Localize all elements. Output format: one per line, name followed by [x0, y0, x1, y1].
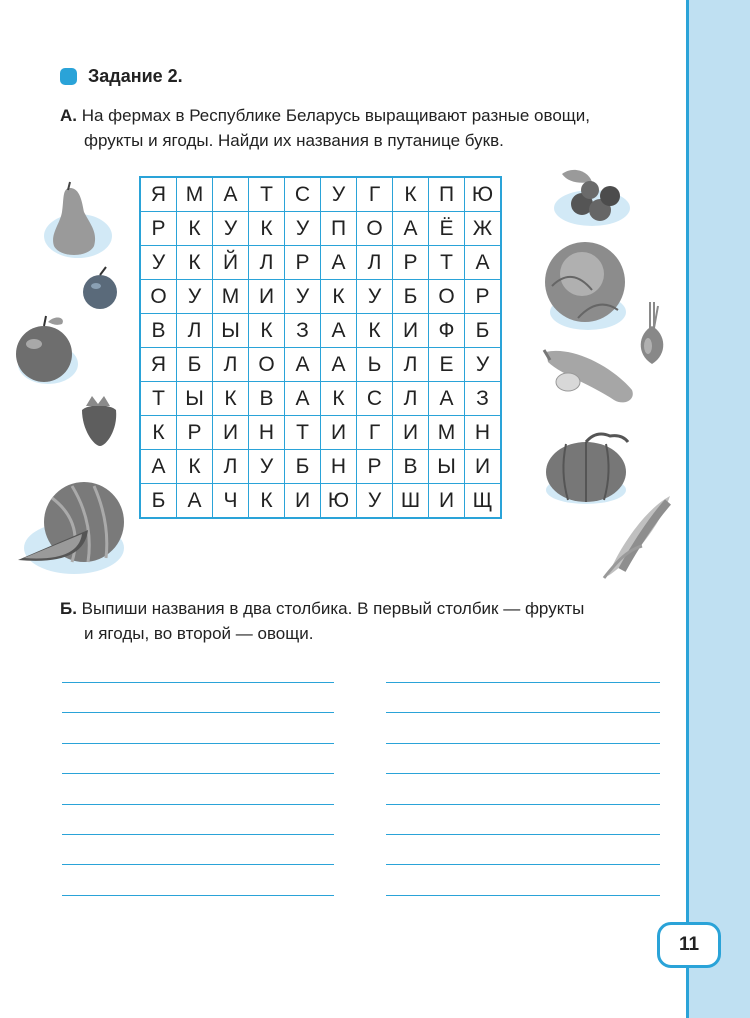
- answer-line-vegetables[interactable]: [386, 864, 660, 865]
- grid-cell[interactable]: А: [213, 177, 249, 212]
- grid-cell[interactable]: И: [321, 416, 357, 450]
- grid-cell[interactable]: И: [285, 484, 321, 519]
- answer-line-fruits[interactable]: [62, 895, 334, 896]
- grid-cell[interactable]: К: [321, 280, 357, 314]
- grid-cell[interactable]: Б: [465, 314, 502, 348]
- side-band: [686, 0, 750, 1018]
- grid-row: [140, 177, 501, 212]
- answer-line-vegetables[interactable]: [386, 682, 660, 683]
- grid-cell[interactable]: М: [429, 416, 465, 450]
- grid-cell[interactable]: У: [285, 212, 321, 246]
- grid-cell[interactable]: К: [249, 484, 285, 519]
- grid-cell[interactable]: А: [177, 484, 213, 519]
- grid-cell[interactable]: У: [465, 348, 502, 382]
- grid-cell[interactable]: Л: [393, 382, 429, 416]
- pear-icon: [40, 178, 112, 260]
- answer-line-vegetables[interactable]: [386, 743, 660, 744]
- grid-cell[interactable]: Я: [140, 348, 177, 382]
- answer-line-vegetables[interactable]: [386, 773, 660, 774]
- answer-line-vegetables[interactable]: [386, 895, 660, 896]
- grid-cell[interactable]: О: [140, 280, 177, 314]
- grid-cell[interactable]: Р: [357, 450, 393, 484]
- answer-line-fruits[interactable]: [62, 864, 334, 865]
- grid-cell[interactable]: Н: [465, 416, 502, 450]
- grid-cell[interactable]: Г: [357, 416, 393, 450]
- answer-line-fruits[interactable]: [62, 743, 334, 744]
- grid-cell[interactable]: У: [357, 484, 393, 519]
- grid-cell[interactable]: Л: [213, 450, 249, 484]
- grid-cell[interactable]: И: [213, 416, 249, 450]
- grid-cell[interactable]: К: [177, 246, 213, 280]
- grid-cell[interactable]: Ш: [393, 484, 429, 519]
- grid-cell[interactable]: А: [321, 246, 357, 280]
- grid-cell[interactable]: К: [249, 314, 285, 348]
- grid-cell[interactable]: И: [429, 484, 465, 519]
- grid-cell[interactable]: И: [249, 280, 285, 314]
- watermelon-icon: [12, 478, 124, 578]
- grid-cell[interactable]: Н: [249, 416, 285, 450]
- page-number: 11: [657, 922, 721, 968]
- grid-row: [140, 246, 501, 280]
- part-b-mark: Б.: [60, 599, 77, 618]
- task-bullet-icon: [60, 68, 77, 85]
- grid-cell[interactable]: М: [177, 177, 213, 212]
- grid-cell[interactable]: У: [213, 212, 249, 246]
- part-b-line2: и ягоды, во второй — овощи.: [84, 624, 314, 643]
- grid-cell[interactable]: А: [140, 450, 177, 484]
- grid-cell[interactable]: Я: [140, 177, 177, 212]
- grid-cell[interactable]: Р: [393, 246, 429, 280]
- grid-cell[interactable]: Ч: [213, 484, 249, 519]
- grid-cell[interactable]: У: [249, 450, 285, 484]
- answer-line-fruits[interactable]: [62, 712, 334, 713]
- grid-cell[interactable]: А: [429, 382, 465, 416]
- part-b-line1: Выпиши названия в два столбика. В первый столбик — фрукты: [76, 599, 585, 618]
- grid-cell[interactable]: В: [249, 382, 285, 416]
- grid-cell[interactable]: А: [465, 246, 502, 280]
- task-title: Задание 2.: [88, 66, 183, 86]
- grid-cell[interactable]: К: [357, 314, 393, 348]
- grid-cell[interactable]: Ю: [465, 177, 502, 212]
- grid-cell[interactable]: П: [429, 177, 465, 212]
- zucchini-icon: [540, 340, 640, 408]
- grid-cell[interactable]: Ё: [429, 212, 465, 246]
- grid-cell[interactable]: Ж: [465, 212, 502, 246]
- grid-cell[interactable]: З: [285, 314, 321, 348]
- answer-line-fruits[interactable]: [62, 804, 334, 805]
- grid-cell[interactable]: Ы: [429, 450, 465, 484]
- grid-row: [140, 280, 501, 314]
- grid-cell[interactable]: У: [357, 280, 393, 314]
- answer-line-vegetables[interactable]: [386, 834, 660, 835]
- grid-cell[interactable]: Т: [285, 416, 321, 450]
- grid-row: [140, 416, 501, 450]
- part-a-line1: На фермах в Республике Беларусь выращивают разные овощи,: [77, 106, 590, 125]
- grid-cell[interactable]: Г: [357, 177, 393, 212]
- grid-cell[interactable]: А: [321, 348, 357, 382]
- grid-cell[interactable]: К: [249, 212, 285, 246]
- answer-line-fruits[interactable]: [62, 834, 334, 835]
- grid-cell[interactable]: З: [465, 382, 502, 416]
- grid-cell[interactable]: Р: [465, 280, 502, 314]
- grid-cell[interactable]: У: [321, 177, 357, 212]
- plum-icon: [78, 264, 122, 312]
- answer-line-vegetables[interactable]: [386, 712, 660, 713]
- grid-cell[interactable]: А: [285, 348, 321, 382]
- answer-line-fruits[interactable]: [62, 773, 334, 774]
- grid-cell[interactable]: О: [429, 280, 465, 314]
- grid-cell[interactable]: Т: [140, 382, 177, 416]
- grid-cell[interactable]: Т: [429, 246, 465, 280]
- grid-cell[interactable]: С: [357, 382, 393, 416]
- part-a-mark: А.: [60, 106, 77, 125]
- grid-cell[interactable]: Р: [177, 416, 213, 450]
- grid-cell[interactable]: У: [285, 280, 321, 314]
- grid-cell[interactable]: У: [140, 246, 177, 280]
- grid-cell[interactable]: В: [393, 450, 429, 484]
- grid-cell[interactable]: К: [321, 382, 357, 416]
- grid-cell[interactable]: Л: [213, 348, 249, 382]
- grid-cell[interactable]: У: [177, 280, 213, 314]
- grid-cell[interactable]: Ю: [321, 484, 357, 519]
- grid-cell[interactable]: Б: [285, 450, 321, 484]
- grid-cell[interactable]: Щ: [465, 484, 502, 519]
- grid-row: [140, 484, 501, 519]
- grid-cell[interactable]: Й: [213, 246, 249, 280]
- grid-cell[interactable]: Р: [140, 212, 177, 246]
- grid-cell[interactable]: А: [321, 314, 357, 348]
- cabbage-icon: [542, 236, 628, 332]
- strawberry-icon: [76, 392, 122, 450]
- task-header: [60, 66, 183, 87]
- grid-cell[interactable]: Л: [177, 314, 213, 348]
- grid-cell[interactable]: Л: [249, 246, 285, 280]
- part-a-instruction: [60, 103, 590, 153]
- part-b-instruction: [60, 596, 584, 646]
- grid-cell[interactable]: С: [285, 177, 321, 212]
- grid-cell[interactable]: П: [321, 212, 357, 246]
- grid-row: [140, 212, 501, 246]
- answer-line-vegetables[interactable]: [386, 804, 660, 805]
- grid-cell[interactable]: К: [140, 416, 177, 450]
- grid-cell[interactable]: Ы: [213, 314, 249, 348]
- grid-cell[interactable]: Л: [357, 246, 393, 280]
- grid-cell[interactable]: Б: [177, 348, 213, 382]
- grid-row: [140, 314, 501, 348]
- grid-cell[interactable]: И: [393, 314, 429, 348]
- corn-icon: [598, 490, 678, 582]
- grid-cell[interactable]: Ь: [357, 348, 393, 382]
- word-search-grid: [139, 176, 502, 519]
- grid-cell[interactable]: В: [140, 314, 177, 348]
- grid-cell[interactable]: Е: [429, 348, 465, 382]
- grid-cell[interactable]: Т: [249, 177, 285, 212]
- grid-cell[interactable]: Л: [393, 348, 429, 382]
- grid-cell[interactable]: Р: [285, 246, 321, 280]
- grid-cell[interactable]: Б: [393, 280, 429, 314]
- part-a-line2: фрукты и ягоды. Найди их названия в путанице букв.: [84, 131, 504, 150]
- grid-cell[interactable]: Н: [321, 450, 357, 484]
- grid-cell[interactable]: К: [177, 212, 213, 246]
- grid-row: [140, 382, 501, 416]
- grid-cell[interactable]: А: [393, 212, 429, 246]
- grid-cell[interactable]: Ф: [429, 314, 465, 348]
- grid-cell[interactable]: О: [249, 348, 285, 382]
- grid-cell[interactable]: И: [465, 450, 502, 484]
- grid-cell[interactable]: А: [285, 382, 321, 416]
- grid-cell[interactable]: О: [357, 212, 393, 246]
- grid-cell[interactable]: Б: [140, 484, 177, 519]
- grid-cell[interactable]: Ы: [177, 382, 213, 416]
- grid-cell[interactable]: К: [177, 450, 213, 484]
- grid-cell[interactable]: И: [393, 416, 429, 450]
- blueberries-icon: [548, 164, 632, 230]
- grid-row: [140, 348, 501, 382]
- grid-cell[interactable]: М: [213, 280, 249, 314]
- answer-line-fruits[interactable]: [62, 682, 334, 683]
- grid-cell[interactable]: К: [393, 177, 429, 212]
- grid-cell[interactable]: К: [213, 382, 249, 416]
- apple-icon: [10, 312, 80, 390]
- grid-row: [140, 450, 501, 484]
